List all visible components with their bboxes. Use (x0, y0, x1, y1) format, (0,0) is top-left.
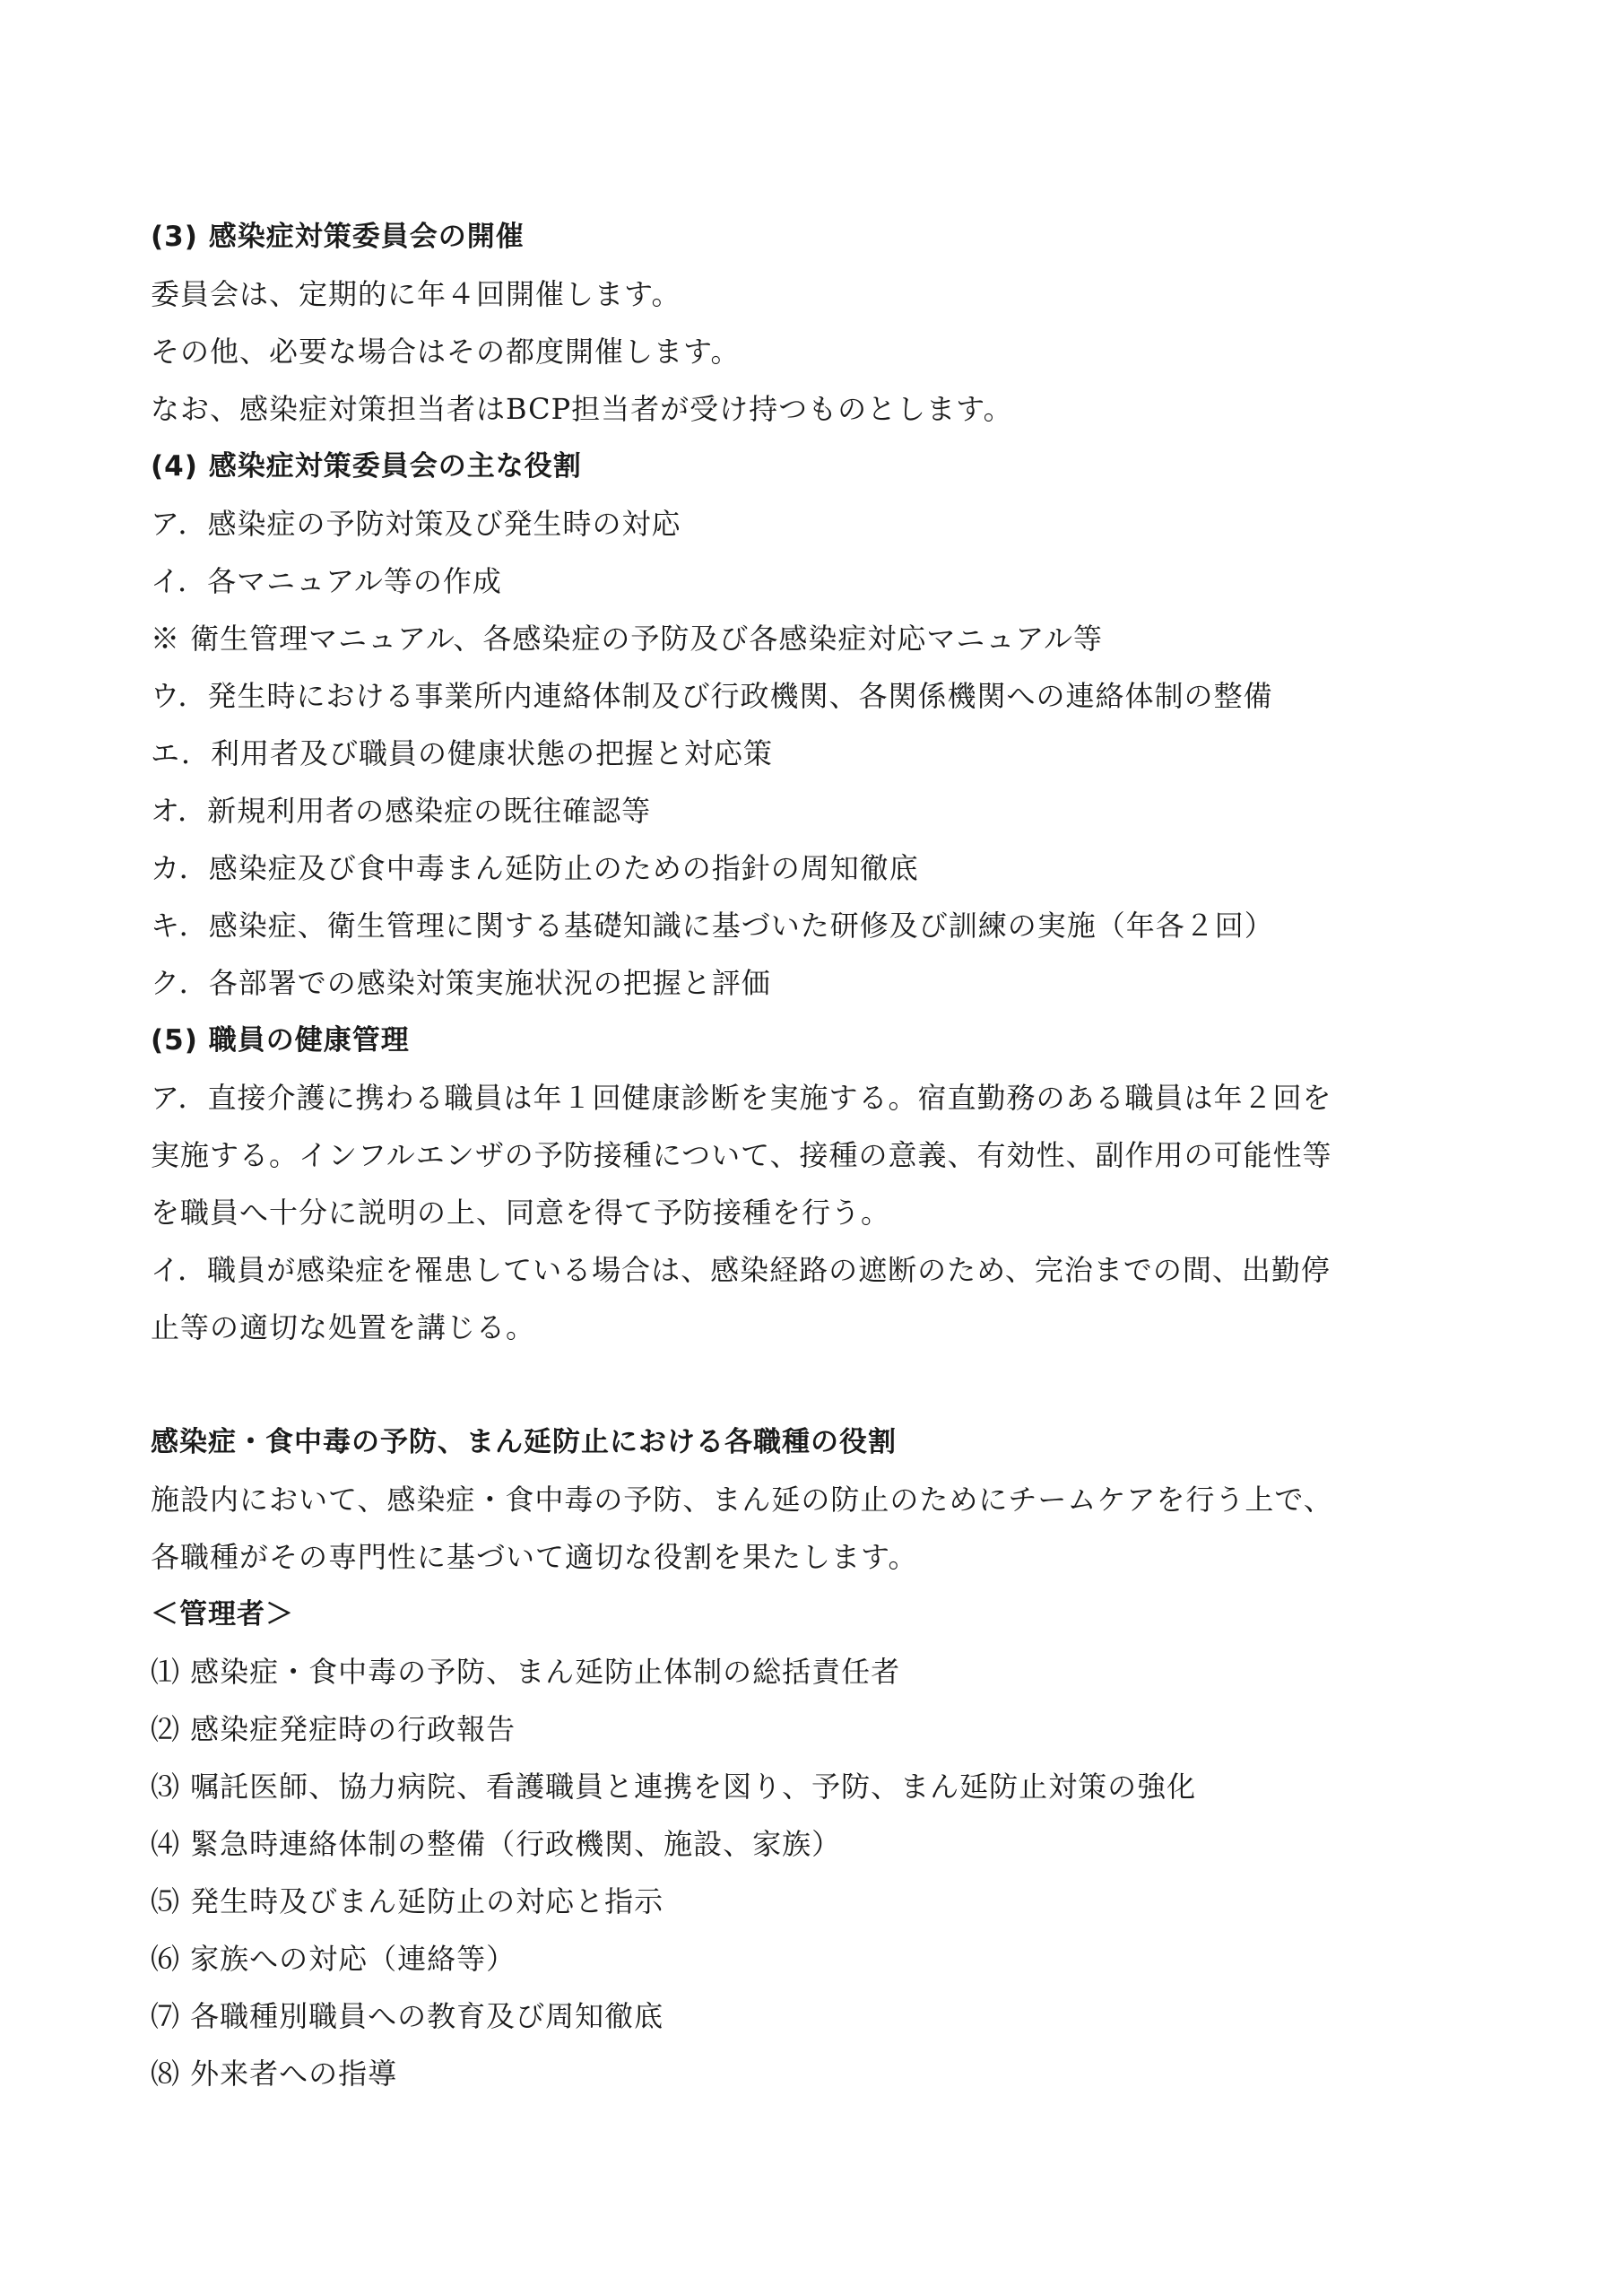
manager-item-3: ⑶ 嘱託医師、協力病院、看護職員と連携を図り、予防、まん延防止対策の強化 (151, 1770, 1197, 1804)
manager-item-6: ⑹ 家族への対応（連絡等） (151, 1942, 516, 1976)
section5-line-3: を職員へ十分に説明の上、同意を得て予防接種を行う。 (151, 1196, 891, 1230)
section4-line-3: ※ 衛生管理マニュアル、各感染症の予防及び各感染症対応マニュアル等 (151, 622, 1104, 656)
roles-intro-line-1: 施設内において、感染症・食中毒の予防、まん延の防止のためにチームケアを行う上で、 (151, 1483, 1333, 1517)
section5-line-5: 止等の適切な処置を講じる。 (151, 1310, 536, 1344)
section4-line-7: カ．感染症及び食中毒まん延防止のための指針の周知徹底 (151, 851, 919, 885)
manager-item-2: ⑵ 感染症発症時の行政報告 (151, 1712, 516, 1746)
section4-line-4: ウ．発生時における事業所内連絡体制及び行政機関、各関係機関への連絡体制の整備 (151, 679, 1273, 713)
manager-item-4: ⑷ 緊急時連絡体制の整備（行政機関、施設、家族） (151, 1827, 842, 1861)
section3-line-2: その他、必要な場合はその都度開催します。 (151, 335, 741, 369)
section4-line-2: イ．各マニュアル等の作成 (151, 564, 502, 598)
document-body (151, 208, 1478, 2102)
manager-heading: ＜管理者＞ (151, 1598, 294, 1631)
manager-item-7: ⑺ 各職種別職員への教育及び周知徹底 (151, 1999, 664, 2033)
section3-heading: (3) 感染症対策委員会の開催 (151, 221, 525, 253)
section4-heading: (4) 感染症対策委員会の主な役割 (151, 450, 582, 483)
section3-line-1: 委員会は、定期的に年４回開催します。 (151, 277, 681, 311)
section4-line-5: エ．利用者及び職員の健康状態の把握と対応策 (151, 736, 773, 770)
section5-line-1: ア．直接介護に携わる職員は年１回健康診断を実施する。宿直勤務のある職員は年２回を (151, 1081, 1332, 1115)
section5-line-4: イ．職員が感染症を罹患している場合は、感染経路の遮断のため、完治までの間、出勤停 (151, 1253, 1331, 1287)
section4-line-6: オ．新規利用者の感染症の既往確認等 (151, 794, 652, 828)
roles-intro-line-2: 各職種がその専門性に基づいて適切な役割を果たします。 (151, 1540, 918, 1574)
section5-heading: (5) 職員の健康管理 (151, 1024, 410, 1057)
manager-item-8: ⑻ 外来者への指導 (151, 2057, 398, 2091)
section3-line-3: なお、感染症対策担当者はBCP担当者が受け持つものとします。 (151, 392, 1013, 426)
section4-line-1: ア．感染症の予防対策及び発生時の対応 (151, 507, 681, 541)
section5-line-2: 実施する。インフルエンザの予防接種について、接種の意義、有効性、副作用の可能性等 (151, 1138, 1332, 1172)
section-spacer (151, 1356, 1478, 1413)
section4-line-8: キ．感染症、衛生管理に関する基礎知識に基づいた研修及び訓練の実施（年各２回） (151, 909, 1274, 943)
manager-item-1: ⑴ 感染症・食中毒の予防、まん延防止体制の総括責任者 (151, 1655, 901, 1689)
manager-item-5: ⑸ 発生時及びまん延防止の対応と指示 (151, 1884, 664, 1918)
roles-heading: 感染症・食中毒の予防、まん延防止における各職種の役割 (151, 1426, 897, 1458)
section4-line-9: ク．各部署での感染対策実施状況の把握と評価 (151, 966, 771, 1000)
